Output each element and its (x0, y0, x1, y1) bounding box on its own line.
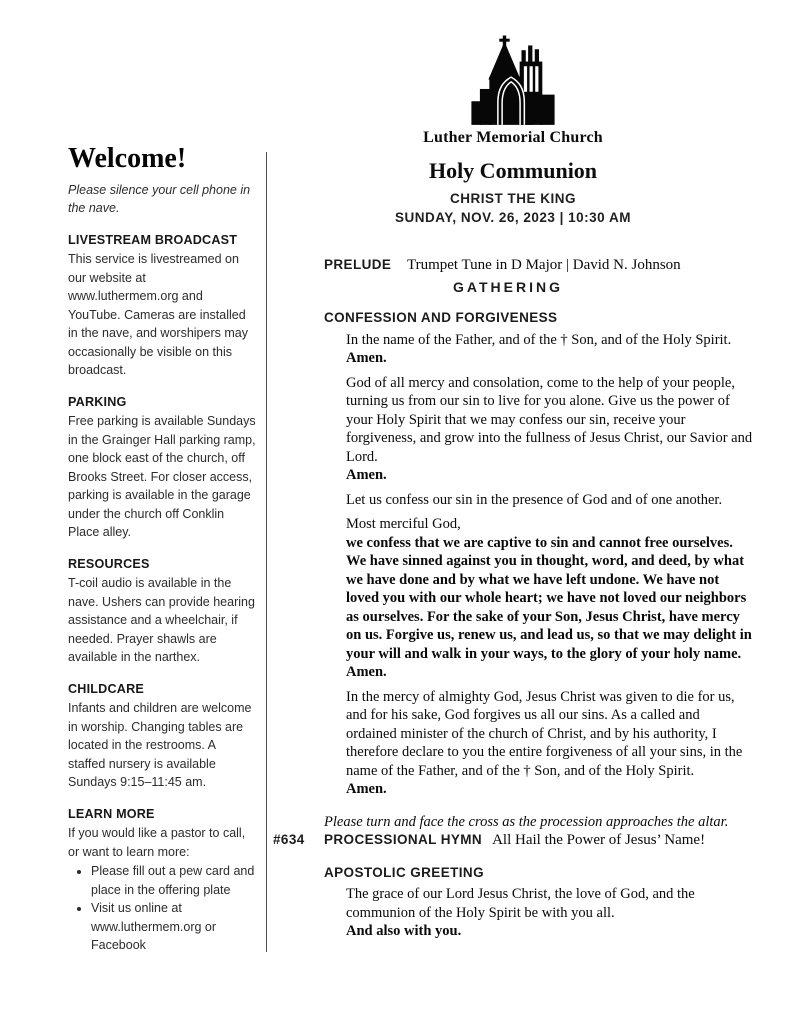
learn-more-list (68, 862, 256, 955)
apostolic-greeting-section (324, 864, 743, 941)
liturgy-text: The grace of our Lord Jesus Christ, the love of God, and the communion of the Holy Spirit be with you all. (346, 886, 695, 921)
prelude-line (324, 256, 743, 275)
liturgy-paragraph (346, 515, 754, 682)
liturgy-text: In the name of the Father, and of the † Son, and of the Holy Spirit. (346, 331, 732, 348)
sidebar-section-resources (68, 555, 256, 667)
processional-hymn-label: PROCESSIONAL HYMN (324, 832, 483, 847)
sidebar-section-learn-more (68, 805, 256, 955)
church-name: Luther Memorial Church (423, 129, 603, 146)
prelude-title: Trumpet Tune in D Major | David N. Johnson (406, 257, 681, 273)
liturgy-paragraph (346, 688, 754, 799)
sidebar-section-body: This service is livestreamed on our website at www.luthermem.org and YouTube. Cameras are installed in the nave, and worshipers may occasionally be visible on this broadcast. (68, 252, 248, 377)
sidebar-section-parking (68, 393, 256, 542)
congregation-response: Amen. (346, 781, 387, 797)
processional-hymn-line (273, 831, 743, 850)
sidebar-section-body: Infants and children are welcome in worship. Changing tables are located in the restrooms. A staffed nursery is available Sundays 9:15–11:45 am. (68, 701, 252, 789)
liturgy-paragraph (346, 885, 754, 941)
sidebar-section-body: T-coil audio is available in the nave. Ushers can provide hearing assistance and a wheelchair, if needed. Prayer shawls are available in the narthex. (68, 576, 255, 664)
sidebar-section-heading: PARKING (68, 394, 127, 409)
service-order (273, 256, 753, 947)
column-divider (266, 152, 267, 952)
sidebar-section-heading: CHILDCARE (68, 681, 144, 696)
service-datetime: SUNDAY, NOV. 26, 2023 | 10:30 AM (395, 210, 631, 225)
liturgy-text: Let us confess our sin in the presence of God and of one another. (346, 491, 723, 508)
masthead (270, 34, 756, 225)
liturgy-text: Most merciful God, (346, 516, 461, 532)
sidebar-title: Welcome! (68, 143, 187, 174)
silence-phones-note: Please silence your cell phone in the nave. (68, 182, 251, 215)
list-item: • Visit us online at www.luthermem.org or Facebook (91, 899, 256, 955)
sidebar-section-body: Free parking is available Sundays in the Grainger Hall parking ramp, one block east of the church, off Brooks Street. For closer access, parking is available in the garage under the church off Conklin Place alley. (68, 414, 256, 539)
liturgy-paragraph (346, 374, 754, 485)
welcome-sidebar (68, 143, 256, 968)
sidebar-section-childcare (68, 680, 256, 792)
processional-hymn-title: All Hail the Power of Jesus’ Name! (492, 832, 706, 848)
sidebar-section-livestream (68, 231, 256, 380)
congregation-confession: we confess that we are captive to sin and cannot free ourselves. We have sinned against you in thought, word, and deed, by what we have done and by what we have left undone. We have not loved you with our whole heart; we have not loved our neighbors as ourselves. For the sake of your Son, Jesus Christ, have mercy on us. Forgive us, renew us, and lead us, so that we may delight in your will and walk in your ways, to the glory of your holy name. Amen. (346, 534, 752, 680)
festival-name: CHRIST THE KING (449, 191, 576, 206)
sidebar-section-heading: LEARN MORE (68, 806, 155, 821)
sidebar-section-heading: LIVESTREAM BROADCAST (68, 232, 238, 247)
confession-heading: CONFESSION AND FORGIVENESS (324, 310, 558, 325)
congregation-response: Amen. (346, 467, 387, 483)
gathering-section-title: GATHERING (453, 278, 563, 295)
sidebar-section-heading: RESOURCES (68, 556, 150, 571)
liturgy-text: God of all mercy and consolation, come to the help of your people, turning us from our sin to live for you alone. Give us the power of your Holy Spirit that we may confess our sin, receive your forgiveness, and grow into the fullness of Jesus Christ, our Savior and Lord. (346, 374, 753, 465)
church-silhouette-icon (270, 34, 756, 127)
service-title: Holy Communion (428, 158, 598, 183)
list-item: • Please fill out a pew card and place in the offering plate (91, 862, 256, 899)
hymn-number: #634 (273, 832, 305, 847)
apostolic-greeting-heading: APOSTOLIC GREETING (324, 864, 484, 880)
congregation-response: And also with you. (346, 923, 462, 939)
congregation-response: Amen. (346, 350, 387, 366)
confession-section (324, 309, 753, 799)
sidebar-section-body: If you would like a pastor to call, or want to learn more: (68, 826, 246, 859)
liturgy-text: In the mercy of almighty God, Jesus Christ was given to die for us, and for his sake, God forgives us all our sins. As a called and ordained minister of the church of Christ, and by his authority, I therefore declare to you the entire forgiveness of all your sins, in the name of the Father, and of the † Son, and of the Holy Spirit. (346, 688, 743, 779)
prelude-label: PRELUDE (324, 257, 392, 272)
procession-rubric: Please turn and face the cross as the procession approaches the altar. (324, 813, 729, 830)
liturgy-paragraph (346, 491, 754, 510)
liturgy-paragraph (346, 331, 754, 368)
